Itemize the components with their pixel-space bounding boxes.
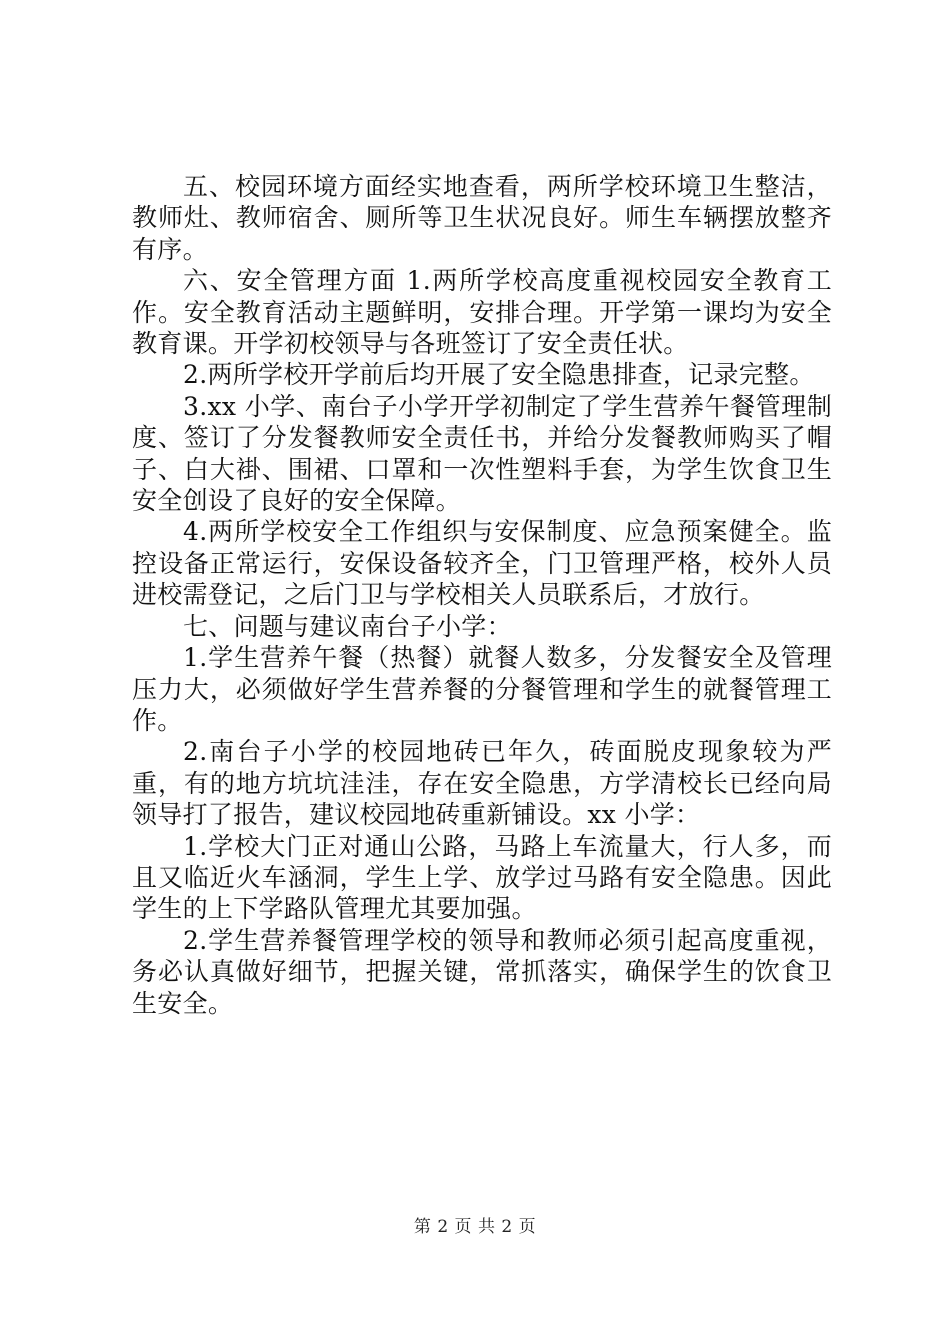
paragraph-road-safety: 1.学校大门正对通山公路，马路上车流量大，行人多，而且又临近火车涵洞，学生上学、放学过马路有安全隐患。因此学生的上下学路队管理尤其要加强。	[132, 831, 832, 924]
paragraph-nutrition-management: 2.学生营养餐管理学校的领导和教师必须引起高度重视，务必认真做好细节，把握关键，常抓落实，确保学生的饮食卫生安全。	[132, 925, 832, 1018]
paragraph-hazard-inspection: 2.两所学校开学前后均开展了安全隐患排查，记录完整。	[183, 360, 815, 390]
paragraph-security-system: 4.两所学校安全工作组织与安保制度、应急预案健全。监控设备正常运行，安保设备较齐全，门卫管理严格，校外人员进校需登记，之后门卫与学校相关人员联系后，才放行。	[132, 517, 832, 610]
page-number-footer: 第 2 页 共 2 页	[413, 1217, 537, 1237]
paragraph-lunch-pressure: 1.学生营养午餐（热餐）就餐人数多，分发餐安全及管理压力大，必须做好学生营养餐的分餐管理和学生的就餐管理工作。	[132, 643, 832, 735]
paragraph-safety-management: 六、安全管理方面 1.两所学校高度重视校园安全教育工作。安全教育活动主题鲜明，安排合理。开学第一课均为安全教育课。开学初校领导与各班签订了安全责任状。	[132, 266, 832, 359]
document-body	[132, 171, 832, 1019]
paragraph-floor-tiles: 2.南台子小学的校园地砖已年久，砖面脱皮现象较为严重，有的地方坑坑洼洼，存在安全隐患，方学清校长已经向局领导打了报告，建议校园地砖重新铺设。xx 小学：	[132, 737, 832, 830]
paragraph-nutrition-lunch-system: 3.xx 小学、南台子小学开学初制定了学生营养午餐管理制度、签订了分发餐教师安全责任书，并给分发餐教师购买了帽子、白大褂、围裙、口罩和一次性塑料手套，为学生饮食卫生安全创设了良好的安全保障。	[132, 391, 832, 516]
paragraph-campus-environment: 五、校园环境方面经实地查看，两所学校环境卫生整洁，教师灶、教师宿舍、厕所等卫生状况良好。师生车辆摆放整齐有序。	[132, 172, 832, 264]
paragraph-problems-heading: 七、问题与建议南台子小学：	[183, 611, 512, 641]
